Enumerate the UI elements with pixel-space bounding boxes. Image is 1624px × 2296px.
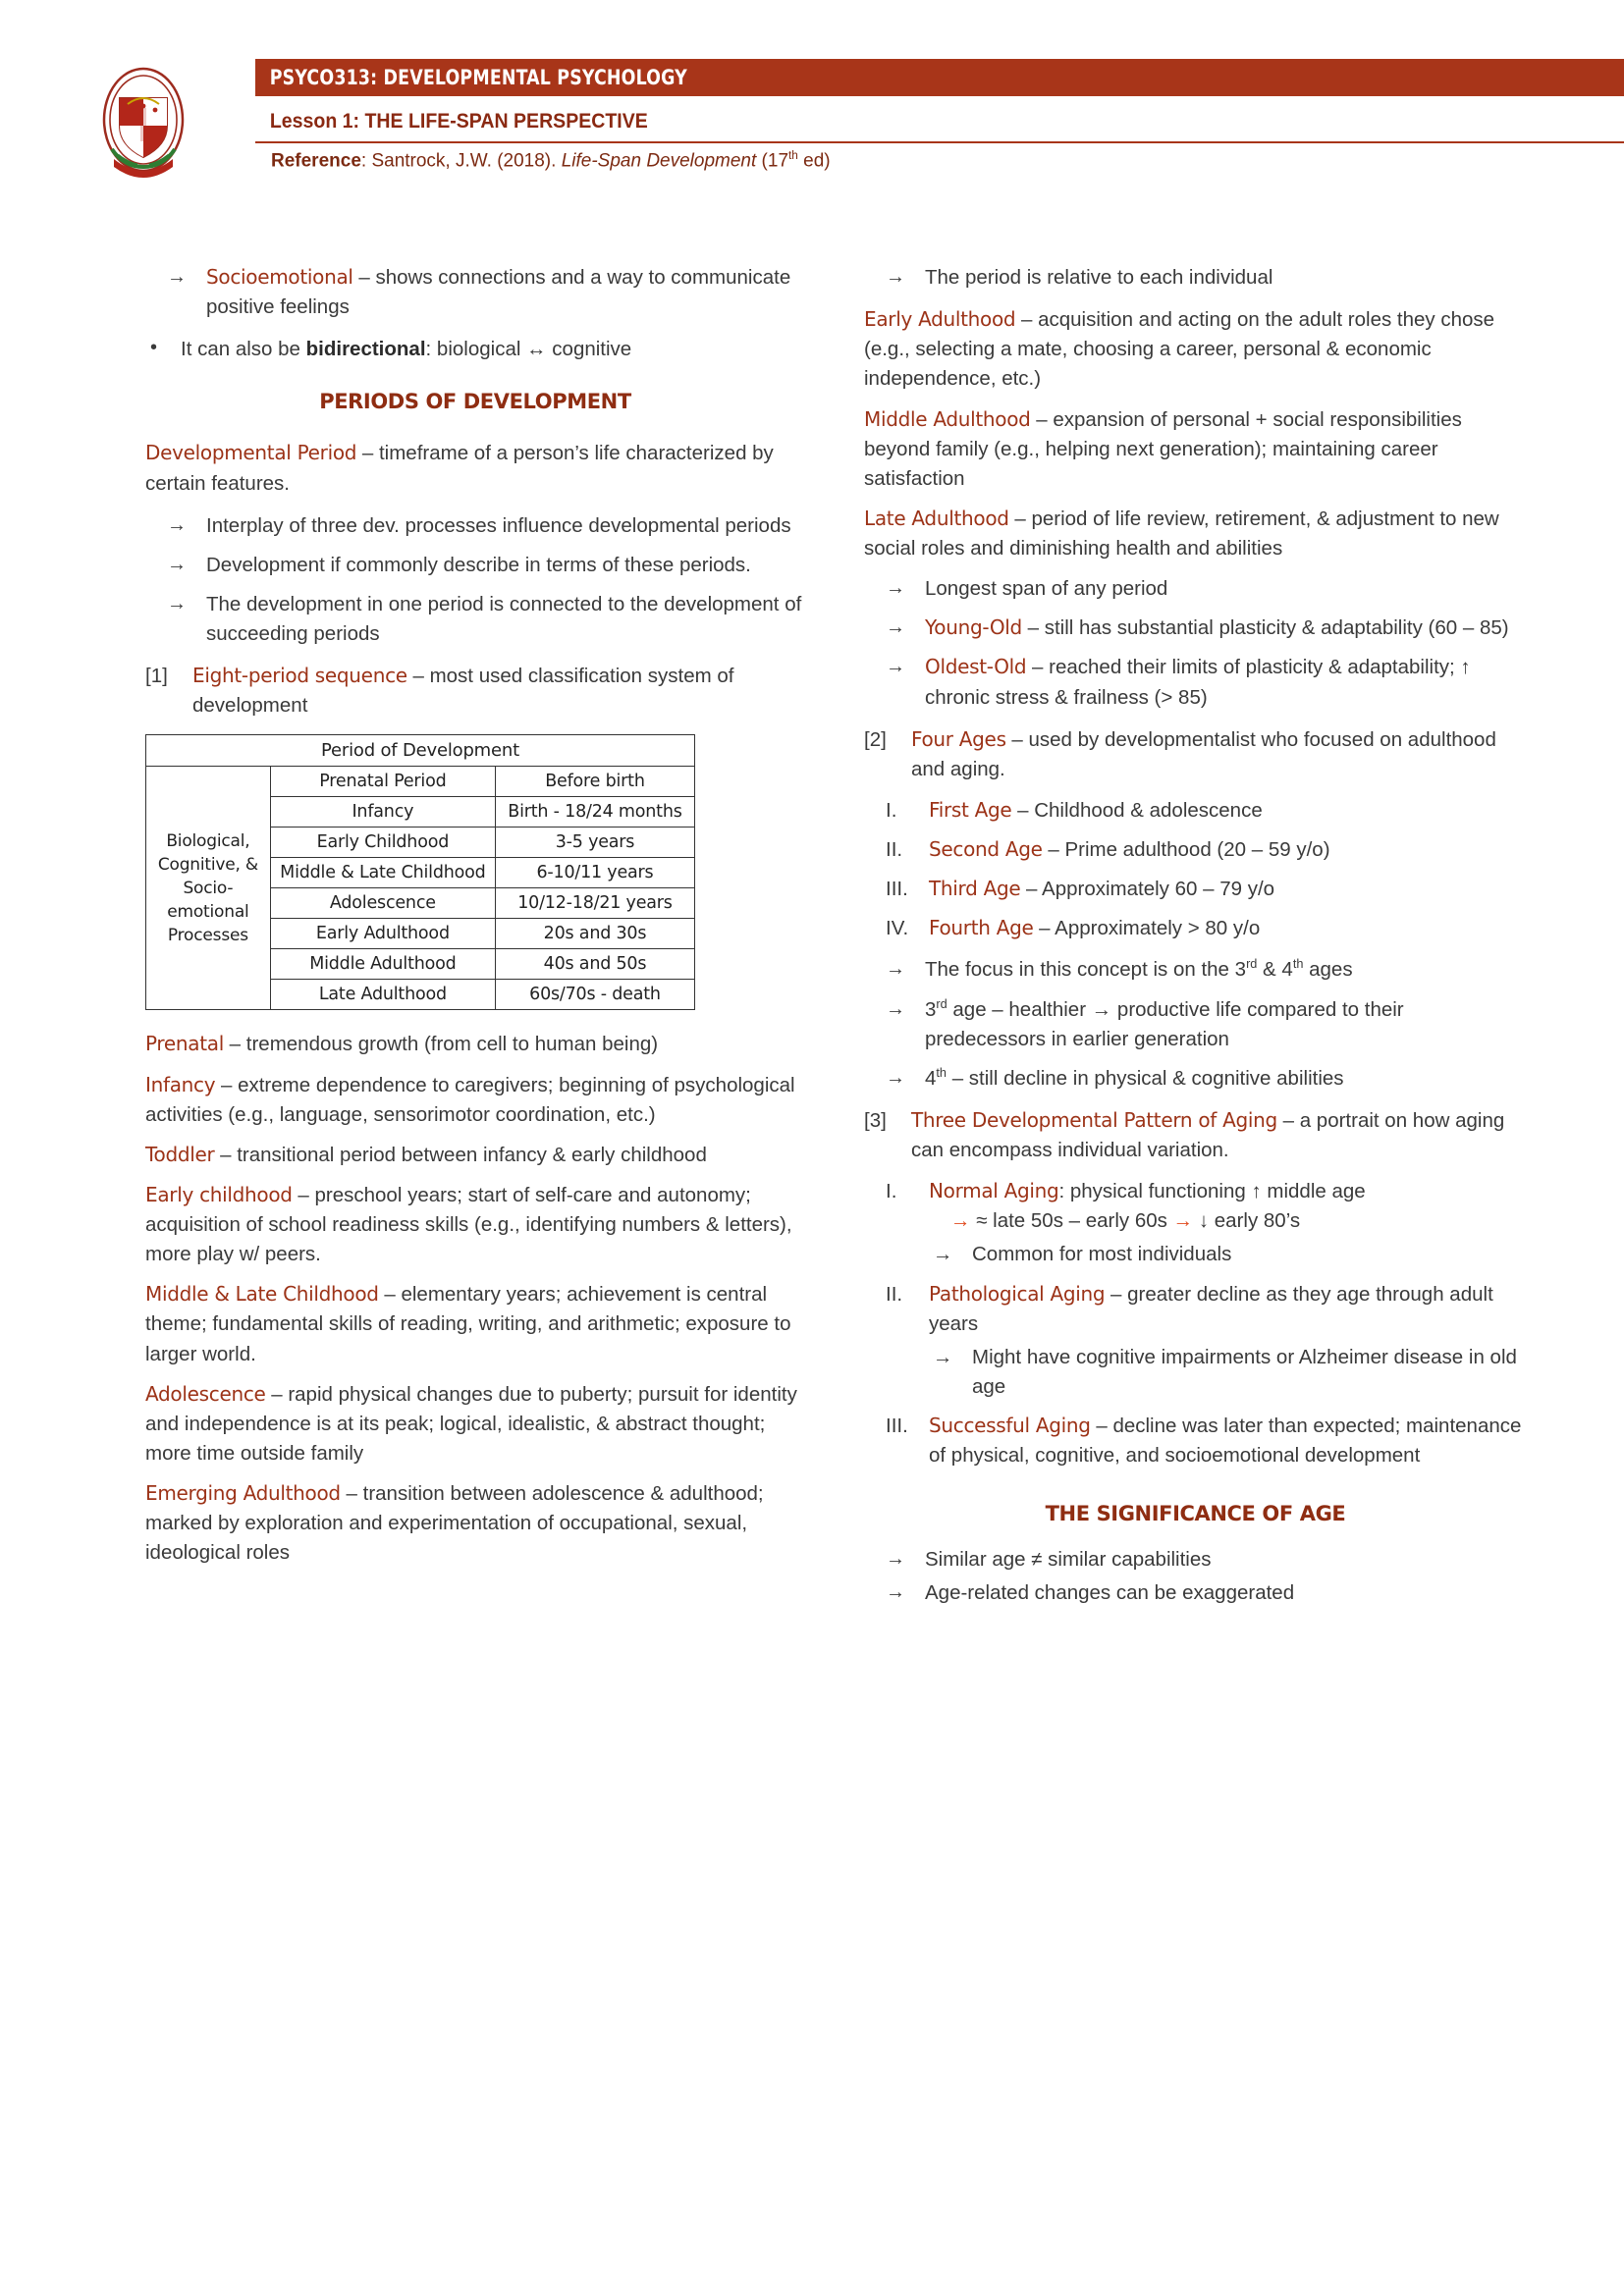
eight-period-text: – most used classification system of development <box>192 665 734 718</box>
list-item <box>864 835 1527 865</box>
table-row <box>146 767 695 797</box>
pattern-term: Normal Aging <box>929 1179 1059 1203</box>
list-item <box>864 1412 1527 1470</box>
bullet-text: – still has substantial plasticity & adaptability (60 – 85) <box>1021 616 1509 640</box>
course-title: PSYCO313: DEVELOPMENTAL PSYCHOLOGY <box>269 66 687 89</box>
normal-aging-inline-note <box>929 1206 1527 1236</box>
list-item <box>929 1343 1527 1402</box>
list-item <box>864 1177 1527 1269</box>
pattern-term: Pathological Aging <box>929 1281 1106 1306</box>
arrow-icon: → <box>886 577 905 600</box>
bullet-text: The period is relative to each individual <box>925 266 1273 289</box>
note-pre: 4 <box>925 1066 937 1090</box>
bullet-text: Development if commonly describe in terms of these periods. <box>206 553 751 576</box>
pattern-text: – decline was later than expected; maintenance of physical, cognitive, and socioemotional development <box>929 1415 1522 1468</box>
note-mid: & 4 <box>1257 958 1293 982</box>
bidirectional-list <box>145 335 805 364</box>
socioemotional-text: – shows connections and a way to communicate positive feelings <box>206 266 791 319</box>
list-item <box>864 574 1527 604</box>
developmental-period-bullets <box>145 511 805 650</box>
age-text: – Approximately > 80 y/o <box>1033 917 1261 940</box>
four-ages-notes <box>864 955 1527 1094</box>
arrow-icon: → <box>167 592 187 614</box>
left-column <box>145 263 805 1578</box>
list-item <box>864 955 1527 985</box>
table-cell-age: 10/12-18/21 years <box>495 888 694 919</box>
age-term: Second Age <box>929 837 1043 861</box>
lesson-name: THE LIFE-SPAN PERSPECTIVE <box>359 110 648 133</box>
definition-adolescence <box>145 1380 805 1468</box>
list-item <box>929 1240 1527 1269</box>
definition-text: – transition between adolescence & adulthood; marked by exploration and experimentation of occupational, sexual, ideological roles <box>145 1482 764 1565</box>
eight-period-term: Eight-period sequence <box>192 664 407 688</box>
table-title: Period of Development <box>146 735 695 767</box>
list-item <box>864 263 1527 293</box>
definition-infancy <box>145 1071 805 1130</box>
definition-term: Late Adulthood <box>864 506 1009 530</box>
roman-numeral: III. <box>886 1415 908 1437</box>
list-item <box>864 653 1527 712</box>
item-number: [2] <box>864 727 887 751</box>
bullet-text: – reached their limits of plasticity & adaptability; ↑ chronic stress & frailness (> 85) <box>925 656 1471 709</box>
age-text: – Approximately 60 – 79 y/o <box>1020 878 1275 901</box>
definition-middle-adulthood <box>864 405 1527 494</box>
reference-edition-pre: (17 <box>756 150 789 172</box>
definition-middle-late-childhood <box>145 1280 805 1368</box>
table-cell-period: Infancy <box>270 797 495 828</box>
course-title-bar <box>255 59 1624 96</box>
definition-term: Adolescence <box>145 1381 266 1406</box>
definition-term: Prenatal <box>145 1032 224 1056</box>
note-mid: – still decline in physical & cognitive abilities <box>947 1066 1344 1090</box>
table-cell-age: Birth - 18/24 months <box>495 797 694 828</box>
arrow-icon: → <box>886 1581 905 1604</box>
arrow-icon: → <box>1172 1209 1199 1233</box>
bullet-text: Common for most individuals <box>972 1243 1232 1266</box>
note-sup: th <box>936 1064 947 1080</box>
definition-term: Early Adulthood <box>864 307 1016 332</box>
roman-numeral: II. <box>886 1282 903 1306</box>
note-post: ↓ early 80’s <box>1198 1209 1301 1233</box>
definition-term: Emerging Adulthood <box>145 1481 341 1505</box>
arrow-icon: → <box>950 1209 977 1233</box>
item-number: [3] <box>864 1108 887 1132</box>
table-cell-period: Early Adulthood <box>270 919 495 949</box>
note-sup: rd <box>1246 956 1258 972</box>
arrow-icon: → <box>886 997 905 1020</box>
four-ages-roman-list <box>864 796 1527 944</box>
list-item <box>145 551 805 580</box>
list-item <box>864 796 1527 826</box>
arrow-icon: → <box>886 616 905 639</box>
bullet-text: Similar age ≠ similar capabilities <box>925 1548 1212 1572</box>
arrow-icon: → <box>886 1548 905 1571</box>
list-item <box>864 914 1527 943</box>
definition-text: – period of life review, retirement, & adjustment to new social roles and diminishing health and abilities <box>864 507 1499 560</box>
note-post: ages <box>1303 958 1353 982</box>
note-sup: rd <box>936 995 947 1011</box>
table-cell-age: 60s/70s - death <box>495 980 694 1010</box>
normal-aging-subbullets <box>929 1240 1527 1269</box>
periods-of-development-heading: PERIODS OF DEVELOPMENT <box>319 390 631 414</box>
table-cell-age: 20s and 30s <box>495 919 694 949</box>
table-cell-age: 40s and 50s <box>495 949 694 980</box>
list-item <box>864 614 1527 643</box>
three-patterns-roman-list <box>864 1177 1527 1470</box>
late-adulthood-bullets <box>864 574 1527 713</box>
bullet-text: Interplay of three dev. processes influence developmental periods <box>206 513 791 537</box>
list-item <box>864 1106 1527 1165</box>
list-item <box>145 662 805 721</box>
list-item <box>864 1578 1527 1608</box>
item-number: [1] <box>145 665 168 688</box>
roman-numeral: I. <box>886 798 897 822</box>
definition-term: Toddler <box>145 1142 215 1166</box>
table-cell-period: Middle Adulthood <box>270 949 495 980</box>
table-cell-period: Middle & Late Childhood <box>270 858 495 888</box>
definition-term: Middle & Late Childhood <box>145 1282 379 1307</box>
lesson-title <box>255 110 648 133</box>
bidirectional-pre: It can also be <box>181 338 306 361</box>
arrow-icon: → <box>167 266 187 288</box>
age-text: – Childhood & adolescence <box>1011 798 1263 822</box>
list-item <box>145 590 805 649</box>
list-item <box>864 1280 1527 1403</box>
table-cell-age: 3-5 years <box>495 828 694 858</box>
young-old-term: Young-Old <box>925 615 1022 640</box>
socioemotional-term: Socioemotional <box>206 265 353 289</box>
reference-label: Reference <box>271 150 361 172</box>
note-pre: 3 <box>925 997 937 1021</box>
definition-early-adulthood <box>864 305 1527 394</box>
list-item <box>145 263 805 322</box>
three-patterns-text: – a portrait on how aging can encompass individual variation. <box>911 1108 1505 1161</box>
definition-term: Middle Adulthood <box>864 406 1031 431</box>
developmental-period-definition <box>145 439 805 498</box>
three-patterns-item <box>864 1106 1527 1165</box>
arrow-icon: → <box>886 656 905 678</box>
reference-edition-post: ed) <box>797 150 831 172</box>
note-mid: age – healthier → productive life compared to their predecessors in earlier generation <box>925 997 1404 1050</box>
age-term: First Age <box>929 797 1012 822</box>
list-item <box>864 995 1527 1054</box>
note-mid: ≈ late 50s – early 60s <box>976 1209 1173 1233</box>
table-cell-period: Prenatal Period <box>270 767 495 797</box>
arrow-icon: → <box>886 266 905 288</box>
reference-author: Santrock, J.W. (2018). <box>371 150 562 172</box>
four-ages-text: – used by developmentalist who focused on adulthood and aging. <box>911 727 1496 780</box>
arrow-icon: → <box>167 553 187 575</box>
list-item <box>145 335 805 364</box>
period-relative-list <box>864 263 1527 293</box>
definition-late-adulthood <box>864 505 1527 563</box>
table-cell-period: Early Childhood <box>270 828 495 858</box>
four-ages-item <box>864 725 1527 784</box>
list-item <box>864 1545 1527 1575</box>
reference-edition-sup: th <box>788 149 798 162</box>
list-item <box>864 875 1527 904</box>
definition-text: – tremendous growth (from cell to human being) <box>223 1033 659 1056</box>
arrow-icon: → <box>933 1345 953 1368</box>
definition-early-childhood <box>145 1181 805 1269</box>
definition-text: – elementary years; achievement is central theme; fundamental skills of reading, writing, and arithmetic; exposure to larger world. <box>145 1283 791 1365</box>
note-sup2: th <box>1292 956 1304 972</box>
developmental-period-term: Developmental Period <box>145 441 357 465</box>
table-header-row <box>146 735 695 767</box>
bullet-text: Might have cognitive impairments or Alzheimer disease in old age <box>972 1345 1517 1398</box>
table-cell-age: Before birth <box>495 767 694 797</box>
pattern-text: – greater decline as they age through adult years <box>929 1282 1493 1335</box>
note-pre: The focus in this concept is on the 3 <box>925 958 1247 982</box>
list-item <box>864 1064 1527 1094</box>
age-text: – Prime adulthood (20 – 59 y/o) <box>1042 838 1330 861</box>
definition-text: – rapid physical changes due to puberty; pursuit for identity and independence is at its peak; logical, idealistic, & abstract thought; more time outside family <box>145 1382 797 1465</box>
bullet-dot-icon: • <box>150 337 158 359</box>
definition-emerging-adulthood <box>145 1479 805 1568</box>
right-column <box>864 263 1527 1622</box>
definition-text: – expansion of personal + social responsibilities beyond family (e.g., helping next generation); maintaining career satisfaction <box>864 407 1462 490</box>
age-term: Fourth Age <box>929 916 1034 940</box>
table-cell-period: Adolescence <box>270 888 495 919</box>
significance-bullets <box>864 1545 1527 1608</box>
lesson-title-row <box>255 102 1624 143</box>
definition-toddler <box>145 1141 805 1170</box>
bidirectional-post: : biological ↔ cognitive <box>425 338 632 361</box>
arrow-icon: → <box>933 1243 953 1266</box>
bidirectional-keyword: bidirectional <box>305 338 426 361</box>
table-cell-age: 6-10/11 years <box>495 858 694 888</box>
eight-period-sequence-item <box>145 662 805 721</box>
bullet-text: The development in one period is connected to the development of succeeding periods <box>206 592 802 645</box>
pattern-term: Successful Aging <box>929 1414 1091 1437</box>
roman-numeral: I. <box>886 1180 897 1203</box>
four-ages-term: Four Ages <box>911 726 1006 751</box>
university-seal-icon <box>98 65 189 181</box>
pathological-aging-subbullets <box>929 1343 1527 1402</box>
period-of-development-table <box>145 734 695 1010</box>
definition-text: – transitional period between infancy & early childhood <box>214 1143 707 1166</box>
lesson-label: Lesson 1: <box>269 110 360 133</box>
roman-numeral: III. <box>886 878 908 901</box>
bullet-text: Longest span of any period <box>925 577 1168 601</box>
reference-line <box>271 149 831 172</box>
arrow-icon: → <box>886 958 905 981</box>
three-patterns-term: Three Developmental Pattern of Aging <box>911 1107 1277 1132</box>
table-rowhead-processes: Biological, Cognitive, & Socio-emotional Processes <box>146 767 271 1010</box>
roman-numeral: II. <box>886 838 903 861</box>
roman-numeral: IV. <box>886 917 909 940</box>
pattern-text: : physical functioning ↑ middle age <box>1058 1180 1366 1203</box>
list-item <box>864 725 1527 784</box>
definition-term: Infancy <box>145 1072 216 1096</box>
definition-term: Early childhood <box>145 1182 293 1206</box>
list-item <box>145 511 805 541</box>
oldest-old-term: Oldest-Old <box>925 655 1027 679</box>
reference-separator: : <box>360 150 372 172</box>
age-term: Third Age <box>929 877 1021 901</box>
definition-text: – preschool years; start of self-care and autonomy; acquisition of school readiness skills (e.g., identifying numbers & letters), more play w/ peers. <box>145 1183 792 1266</box>
bullet-text: Age-related changes can be exaggerated <box>925 1581 1295 1605</box>
definition-text: – extreme dependence to caregivers; beginning of psychological activities (e.g., language, sensorimotor coordination, etc.) <box>145 1073 795 1126</box>
document-header <box>98 59 1527 177</box>
arrow-icon: → <box>167 513 187 536</box>
table-cell-period: Late Adulthood <box>270 980 495 1010</box>
reference-book-title: Life-Span Development <box>561 150 757 172</box>
significance-of-age-heading: THE SIGNIFICANCE OF AGE <box>1045 1502 1346 1526</box>
developmental-period-text: – timeframe of a person’s life characterized by certain features. <box>145 442 774 495</box>
socioemotional-list <box>145 263 805 322</box>
arrow-icon: → <box>886 1066 905 1089</box>
definition-text: – acquisition and acting on the adult roles they chose (e.g., selecting a mate, choosing a career, personal & economic independence, etc.) <box>864 308 1495 391</box>
definition-prenatal <box>145 1030 805 1059</box>
